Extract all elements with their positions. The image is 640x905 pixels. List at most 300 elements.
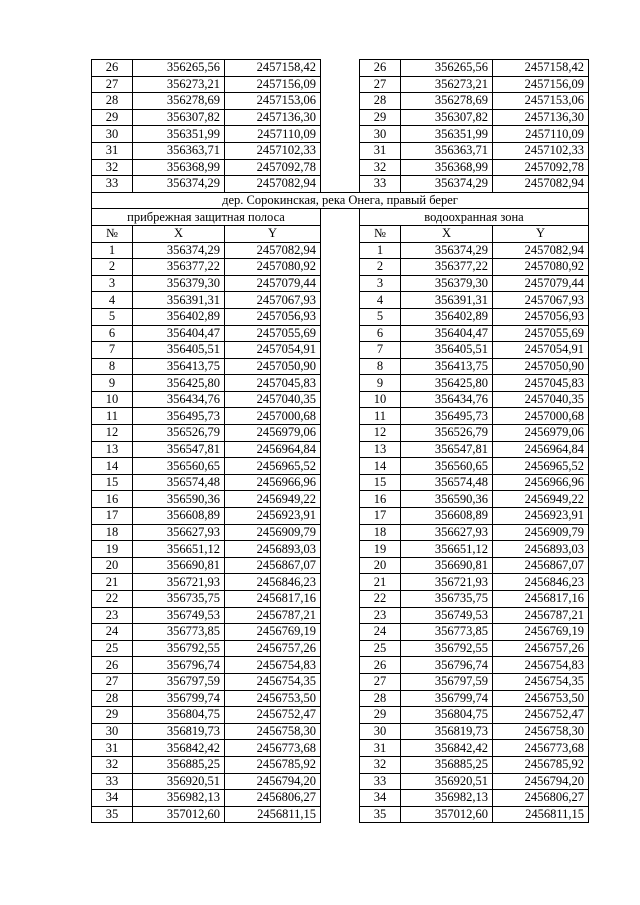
left-point-number: 4 (92, 292, 133, 309)
right-y-coordinate: 2457082,94 (493, 176, 589, 193)
left-x-coordinate: 356374,29 (133, 176, 225, 193)
left-y-coordinate: 2457055,69 (225, 325, 321, 342)
right-y-coordinate: 2457040,35 (493, 391, 589, 408)
right-x-coordinate: 356574,48 (401, 474, 493, 491)
left-x-coordinate: 356796,74 (133, 657, 225, 674)
column-gap (321, 673, 360, 690)
left-y-coordinate: 2456949,22 (225, 491, 321, 508)
right-point-number: 26 (360, 657, 401, 674)
column-gap (321, 773, 360, 790)
left-point-number: 25 (92, 640, 133, 657)
left-y-coordinate: 2457045,83 (225, 375, 321, 392)
table-row (92, 342, 589, 359)
column-gap (321, 574, 360, 591)
left-x-coordinate: 356368,99 (133, 159, 225, 176)
table-row (92, 176, 589, 193)
table-row (92, 292, 589, 309)
right-y-coordinate: 2457136,30 (493, 109, 589, 126)
right-x-coordinate: 356363,71 (401, 142, 493, 159)
column-gap (321, 292, 360, 309)
column-gap (321, 126, 360, 143)
column-gap (321, 524, 360, 541)
table-row (92, 391, 589, 408)
right-y-coordinate: 2457045,83 (493, 375, 589, 392)
right-y-coordinate: 2456773,68 (493, 740, 589, 757)
right-x-coordinate: 356920,51 (401, 773, 493, 790)
right-y-coordinate: 2456965,52 (493, 458, 589, 475)
right-y-coordinate: 2456785,92 (493, 756, 589, 773)
left-y-coordinate: 2457158,42 (225, 60, 321, 77)
left-x-coordinate: 356651,12 (133, 541, 225, 558)
right-y-coordinate: 2456867,07 (493, 557, 589, 574)
left-point-number: 19 (92, 541, 133, 558)
right-point-number: 12 (360, 425, 401, 442)
table-row (92, 109, 589, 126)
coordinates-sheet (91, 59, 588, 823)
left-point-number: 32 (92, 159, 133, 176)
table-row (92, 508, 589, 525)
left-y-coordinate: 2457067,93 (225, 292, 321, 309)
table-row (92, 93, 589, 110)
right-point-number: 29 (360, 707, 401, 724)
right-point-number: 21 (360, 574, 401, 591)
left-y-coordinate: 2456867,07 (225, 557, 321, 574)
table-row (92, 640, 589, 657)
table-row (92, 773, 589, 790)
left-point-number: 27 (92, 673, 133, 690)
right-x-coordinate: 356797,59 (401, 673, 493, 690)
left-x-coordinate: 356608,89 (133, 508, 225, 525)
coordinates-table (91, 59, 589, 823)
left-x-coordinate: 356363,71 (133, 142, 225, 159)
left-point-number: 8 (92, 358, 133, 375)
right-x-coordinate: 356651,12 (401, 541, 493, 558)
table-row (92, 325, 589, 342)
left-y-coordinate: 2456909,79 (225, 524, 321, 541)
column-gap (321, 242, 360, 259)
column-gap (321, 325, 360, 342)
left-y-coordinate: 2456965,52 (225, 458, 321, 475)
section-title: дер. Сорокинская, река Онега, правый берег (92, 192, 589, 209)
left-header-x: X (133, 225, 225, 242)
right-point-number: 31 (360, 740, 401, 757)
left-point-number: 10 (92, 391, 133, 408)
column-gap (321, 391, 360, 408)
left-point-number: 31 (92, 740, 133, 757)
left-y-coordinate: 2456964,84 (225, 441, 321, 458)
column-gap (321, 358, 360, 375)
right-y-coordinate: 2457092,78 (493, 159, 589, 176)
left-x-coordinate: 356307,82 (133, 109, 225, 126)
left-y-coordinate: 2456787,21 (225, 607, 321, 624)
left-point-number: 29 (92, 109, 133, 126)
column-gap (321, 259, 360, 276)
column-gap (321, 225, 360, 242)
left-x-coordinate: 356773,85 (133, 624, 225, 641)
left-x-coordinate: 357012,60 (133, 806, 225, 823)
left-x-coordinate: 356590,36 (133, 491, 225, 508)
column-gap (321, 591, 360, 608)
table-row (92, 607, 589, 624)
right-point-number: 22 (360, 591, 401, 608)
right-point-number: 33 (360, 773, 401, 790)
left-point-number: 23 (92, 607, 133, 624)
left-point-number: 21 (92, 574, 133, 591)
right-y-coordinate: 2457102,33 (493, 142, 589, 159)
column-gap (321, 176, 360, 193)
left-point-number: 9 (92, 375, 133, 392)
left-point-number: 13 (92, 441, 133, 458)
right-x-coordinate: 356368,99 (401, 159, 493, 176)
left-point-number: 30 (92, 723, 133, 740)
table-row (92, 159, 589, 176)
column-gap (321, 806, 360, 823)
right-x-coordinate: 356749,53 (401, 607, 493, 624)
table-row (92, 491, 589, 508)
left-point-number: 16 (92, 491, 133, 508)
left-point-number: 5 (92, 308, 133, 325)
left-point-number: 24 (92, 624, 133, 641)
table-row (92, 242, 589, 259)
right-point-number: 1 (360, 242, 401, 259)
right-y-coordinate: 2456811,15 (493, 806, 589, 823)
column-gap (321, 209, 360, 226)
right-header-y: Y (493, 225, 589, 242)
left-point-number: 6 (92, 325, 133, 342)
left-point-number: 28 (92, 690, 133, 707)
right-x-coordinate: 356379,30 (401, 275, 493, 292)
column-gap (321, 640, 360, 657)
left-y-coordinate: 2457136,30 (225, 109, 321, 126)
right-y-coordinate: 2456787,21 (493, 607, 589, 624)
left-point-number: 14 (92, 458, 133, 475)
right-zone-subtitle: водоохранная зона (360, 209, 589, 226)
left-y-coordinate: 2456752,47 (225, 707, 321, 724)
left-x-coordinate: 356982,13 (133, 790, 225, 807)
right-y-coordinate: 2456754,83 (493, 657, 589, 674)
right-point-number: 33 (360, 176, 401, 193)
left-x-coordinate: 356402,89 (133, 308, 225, 325)
zone-subtitle-row (92, 209, 589, 226)
table-row (92, 259, 589, 276)
table-row (92, 76, 589, 93)
left-x-coordinate: 356374,29 (133, 242, 225, 259)
right-point-number: 11 (360, 408, 401, 425)
left-x-coordinate: 356560,65 (133, 458, 225, 475)
right-x-coordinate: 356885,25 (401, 756, 493, 773)
left-point-number: 30 (92, 126, 133, 143)
table-row (92, 624, 589, 641)
column-gap (321, 541, 360, 558)
right-y-coordinate: 2456757,26 (493, 640, 589, 657)
column-gap (321, 474, 360, 491)
right-x-coordinate: 356391,31 (401, 292, 493, 309)
left-y-coordinate: 2456811,15 (225, 806, 321, 823)
column-gap (321, 624, 360, 641)
right-point-number: 17 (360, 508, 401, 525)
right-point-number: 4 (360, 292, 401, 309)
table-row (92, 740, 589, 757)
left-y-coordinate: 2457054,91 (225, 342, 321, 359)
right-y-coordinate: 2457080,92 (493, 259, 589, 276)
table-row (92, 707, 589, 724)
column-gap (321, 657, 360, 674)
right-y-coordinate: 2456752,47 (493, 707, 589, 724)
column-gap (321, 275, 360, 292)
left-x-coordinate: 356920,51 (133, 773, 225, 790)
left-point-number: 2 (92, 259, 133, 276)
right-x-coordinate: 356560,65 (401, 458, 493, 475)
right-y-coordinate: 2456753,50 (493, 690, 589, 707)
column-gap (321, 508, 360, 525)
column-gap (321, 60, 360, 77)
left-x-coordinate: 356792,55 (133, 640, 225, 657)
left-y-coordinate: 2456817,16 (225, 591, 321, 608)
right-y-coordinate: 2456949,22 (493, 491, 589, 508)
right-x-coordinate: 356773,85 (401, 624, 493, 641)
left-x-coordinate: 356413,75 (133, 358, 225, 375)
left-x-coordinate: 356797,59 (133, 673, 225, 690)
column-gap (321, 342, 360, 359)
right-x-coordinate: 356307,82 (401, 109, 493, 126)
left-x-coordinate: 356735,75 (133, 591, 225, 608)
left-x-coordinate: 356377,22 (133, 259, 225, 276)
left-x-coordinate: 356351,99 (133, 126, 225, 143)
left-x-coordinate: 356721,93 (133, 574, 225, 591)
left-x-coordinate: 356885,25 (133, 756, 225, 773)
right-x-coordinate: 356796,74 (401, 657, 493, 674)
left-x-coordinate: 356273,21 (133, 76, 225, 93)
right-x-coordinate: 356377,22 (401, 259, 493, 276)
right-point-number: 3 (360, 275, 401, 292)
right-y-coordinate: 2457079,44 (493, 275, 589, 292)
table-row (92, 557, 589, 574)
table-row (92, 60, 589, 77)
right-y-coordinate: 2456846,23 (493, 574, 589, 591)
right-header-number: № (360, 225, 401, 242)
right-point-number: 28 (360, 93, 401, 110)
right-x-coordinate: 356526,79 (401, 425, 493, 442)
right-point-number: 14 (360, 458, 401, 475)
right-x-coordinate: 356402,89 (401, 308, 493, 325)
left-y-coordinate: 2456846,23 (225, 574, 321, 591)
right-point-number: 13 (360, 441, 401, 458)
right-point-number: 2 (360, 259, 401, 276)
column-gap (321, 690, 360, 707)
right-y-coordinate: 2456754,35 (493, 673, 589, 690)
left-y-coordinate: 2457092,78 (225, 159, 321, 176)
left-y-coordinate: 2457000,68 (225, 408, 321, 425)
right-x-coordinate: 356547,81 (401, 441, 493, 458)
column-gap (321, 723, 360, 740)
right-x-coordinate: 356273,21 (401, 76, 493, 93)
table-row (92, 723, 589, 740)
right-point-number: 6 (360, 325, 401, 342)
right-x-coordinate: 356842,42 (401, 740, 493, 757)
left-x-coordinate: 356265,56 (133, 60, 225, 77)
table-row (92, 142, 589, 159)
right-y-coordinate: 2457056,93 (493, 308, 589, 325)
left-point-number: 29 (92, 707, 133, 724)
left-x-coordinate: 356574,48 (133, 474, 225, 491)
column-gap (321, 93, 360, 110)
table-row (92, 690, 589, 707)
left-y-coordinate: 2457102,33 (225, 142, 321, 159)
right-point-number: 27 (360, 76, 401, 93)
right-y-coordinate: 2457110,09 (493, 126, 589, 143)
right-y-coordinate: 2456964,84 (493, 441, 589, 458)
right-point-number: 25 (360, 640, 401, 657)
right-y-coordinate: 2456909,79 (493, 524, 589, 541)
left-x-coordinate: 356495,73 (133, 408, 225, 425)
right-point-number: 23 (360, 607, 401, 624)
left-x-coordinate: 356842,42 (133, 740, 225, 757)
right-y-coordinate: 2457158,42 (493, 60, 589, 77)
left-y-coordinate: 2457080,92 (225, 259, 321, 276)
left-point-number: 11 (92, 408, 133, 425)
left-point-number: 22 (92, 591, 133, 608)
right-y-coordinate: 2456794,20 (493, 773, 589, 790)
right-point-number: 30 (360, 126, 401, 143)
table-row (92, 358, 589, 375)
right-x-coordinate: 356374,29 (401, 176, 493, 193)
right-y-coordinate: 2457055,69 (493, 325, 589, 342)
right-x-coordinate: 356265,56 (401, 60, 493, 77)
left-point-number: 12 (92, 425, 133, 442)
left-x-coordinate: 356804,75 (133, 707, 225, 724)
left-y-coordinate: 2457156,09 (225, 76, 321, 93)
right-x-coordinate: 356425,80 (401, 375, 493, 392)
header-row (92, 225, 589, 242)
column-gap (321, 607, 360, 624)
right-point-number: 20 (360, 557, 401, 574)
right-point-number: 29 (360, 109, 401, 126)
right-point-number: 7 (360, 342, 401, 359)
right-y-coordinate: 2457153,06 (493, 93, 589, 110)
left-x-coordinate: 356405,51 (133, 342, 225, 359)
left-y-coordinate: 2456754,35 (225, 673, 321, 690)
column-gap (321, 740, 360, 757)
right-point-number: 32 (360, 159, 401, 176)
right-y-coordinate: 2457082,94 (493, 242, 589, 259)
right-y-coordinate: 2457000,68 (493, 408, 589, 425)
left-y-coordinate: 2456794,20 (225, 773, 321, 790)
right-y-coordinate: 2457054,91 (493, 342, 589, 359)
coordinates-table-body (92, 60, 589, 823)
column-gap (321, 76, 360, 93)
table-row (92, 574, 589, 591)
right-x-coordinate: 356404,47 (401, 325, 493, 342)
right-x-coordinate: 356627,93 (401, 524, 493, 541)
left-point-number: 1 (92, 242, 133, 259)
right-x-coordinate: 356982,13 (401, 790, 493, 807)
right-point-number: 8 (360, 358, 401, 375)
left-header-y: Y (225, 225, 321, 242)
left-x-coordinate: 356819,73 (133, 723, 225, 740)
left-y-coordinate: 2457110,09 (225, 126, 321, 143)
right-y-coordinate: 2457156,09 (493, 76, 589, 93)
left-point-number: 26 (92, 657, 133, 674)
left-point-number: 18 (92, 524, 133, 541)
column-gap (321, 491, 360, 508)
right-y-coordinate: 2457067,93 (493, 292, 589, 309)
right-point-number: 28 (360, 690, 401, 707)
right-y-coordinate: 2456806,27 (493, 790, 589, 807)
column-gap (321, 159, 360, 176)
table-row (92, 441, 589, 458)
left-zone-subtitle: прибрежная защитная полоса (92, 209, 321, 226)
right-point-number: 18 (360, 524, 401, 541)
right-x-coordinate: 356690,81 (401, 557, 493, 574)
left-x-coordinate: 356799,74 (133, 690, 225, 707)
left-point-number: 15 (92, 474, 133, 491)
column-gap (321, 756, 360, 773)
left-y-coordinate: 2456923,91 (225, 508, 321, 525)
right-x-coordinate: 356434,76 (401, 391, 493, 408)
left-y-coordinate: 2456754,83 (225, 657, 321, 674)
left-point-number: 3 (92, 275, 133, 292)
table-row (92, 591, 589, 608)
column-gap (321, 557, 360, 574)
column-gap (321, 308, 360, 325)
left-y-coordinate: 2456757,26 (225, 640, 321, 657)
right-x-coordinate: 356792,55 (401, 640, 493, 657)
table-row (92, 425, 589, 442)
column-gap (321, 790, 360, 807)
right-x-coordinate: 356819,73 (401, 723, 493, 740)
left-point-number: 32 (92, 756, 133, 773)
table-row (92, 408, 589, 425)
right-point-number: 35 (360, 806, 401, 823)
right-point-number: 16 (360, 491, 401, 508)
left-x-coordinate: 356391,31 (133, 292, 225, 309)
right-x-coordinate: 356735,75 (401, 591, 493, 608)
left-y-coordinate: 2456966,96 (225, 474, 321, 491)
left-x-coordinate: 356690,81 (133, 557, 225, 574)
left-x-coordinate: 356547,81 (133, 441, 225, 458)
table-row (92, 673, 589, 690)
right-y-coordinate: 2456769,19 (493, 624, 589, 641)
right-y-coordinate: 2456817,16 (493, 591, 589, 608)
left-y-coordinate: 2456893,03 (225, 541, 321, 558)
left-point-number: 33 (92, 773, 133, 790)
left-x-coordinate: 356425,80 (133, 375, 225, 392)
left-y-coordinate: 2457040,35 (225, 391, 321, 408)
left-point-number: 31 (92, 142, 133, 159)
table-row (92, 541, 589, 558)
left-header-number: № (92, 225, 133, 242)
right-point-number: 34 (360, 790, 401, 807)
right-x-coordinate: 356608,89 (401, 508, 493, 525)
left-point-number: 35 (92, 806, 133, 823)
right-y-coordinate: 2456923,91 (493, 508, 589, 525)
column-gap (321, 375, 360, 392)
left-x-coordinate: 356627,93 (133, 524, 225, 541)
table-row (92, 126, 589, 143)
left-x-coordinate: 356379,30 (133, 275, 225, 292)
left-x-coordinate: 356278,69 (133, 93, 225, 110)
left-x-coordinate: 356404,47 (133, 325, 225, 342)
left-y-coordinate: 2456769,19 (225, 624, 321, 641)
column-gap (321, 109, 360, 126)
left-y-coordinate: 2457153,06 (225, 93, 321, 110)
left-point-number: 28 (92, 93, 133, 110)
table-row (92, 375, 589, 392)
right-x-coordinate: 356804,75 (401, 707, 493, 724)
right-point-number: 5 (360, 308, 401, 325)
right-point-number: 19 (360, 541, 401, 558)
right-point-number: 26 (360, 60, 401, 77)
